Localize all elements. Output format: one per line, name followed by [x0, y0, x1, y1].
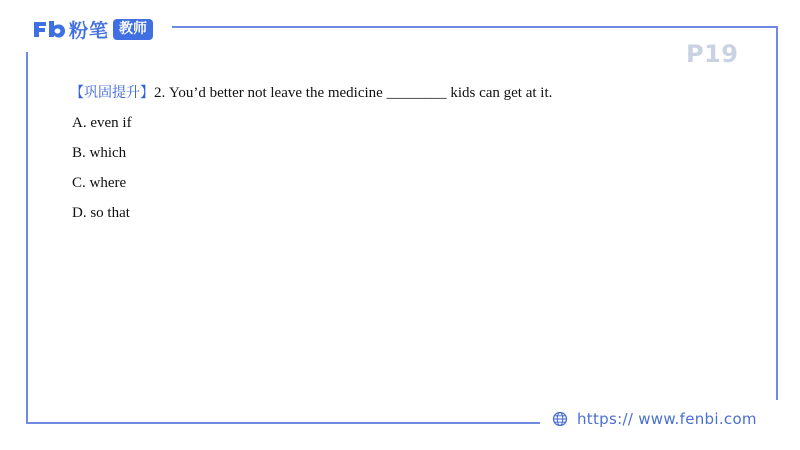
question-tag: 【巩固提升】 — [70, 85, 154, 101]
logo-brand-text: 粉笔 — [69, 19, 110, 42]
frame-top-border — [172, 26, 777, 28]
option-b: B. which — [72, 145, 127, 161]
frame-right-border — [776, 26, 778, 400]
question-stem — [70, 83, 552, 103]
frame-bottom-border — [26, 422, 540, 424]
logo-badge: 教师 — [113, 19, 153, 40]
fenbi-logo — [32, 15, 153, 43]
footer-url — [552, 410, 757, 428]
url-text: https:// www.fenbi.com — [577, 410, 757, 428]
globe-icon — [552, 411, 568, 427]
page-number: P19 — [686, 40, 739, 68]
fb-logo-icon — [32, 19, 66, 39]
option-d: D. so that — [72, 205, 130, 221]
question-text: 2. You’d better not leave the medicine ________ kids can get at it. — [154, 85, 553, 101]
option-c: C. where — [72, 175, 127, 191]
option-a: A. even if — [72, 115, 132, 131]
frame-left-border — [26, 52, 28, 424]
